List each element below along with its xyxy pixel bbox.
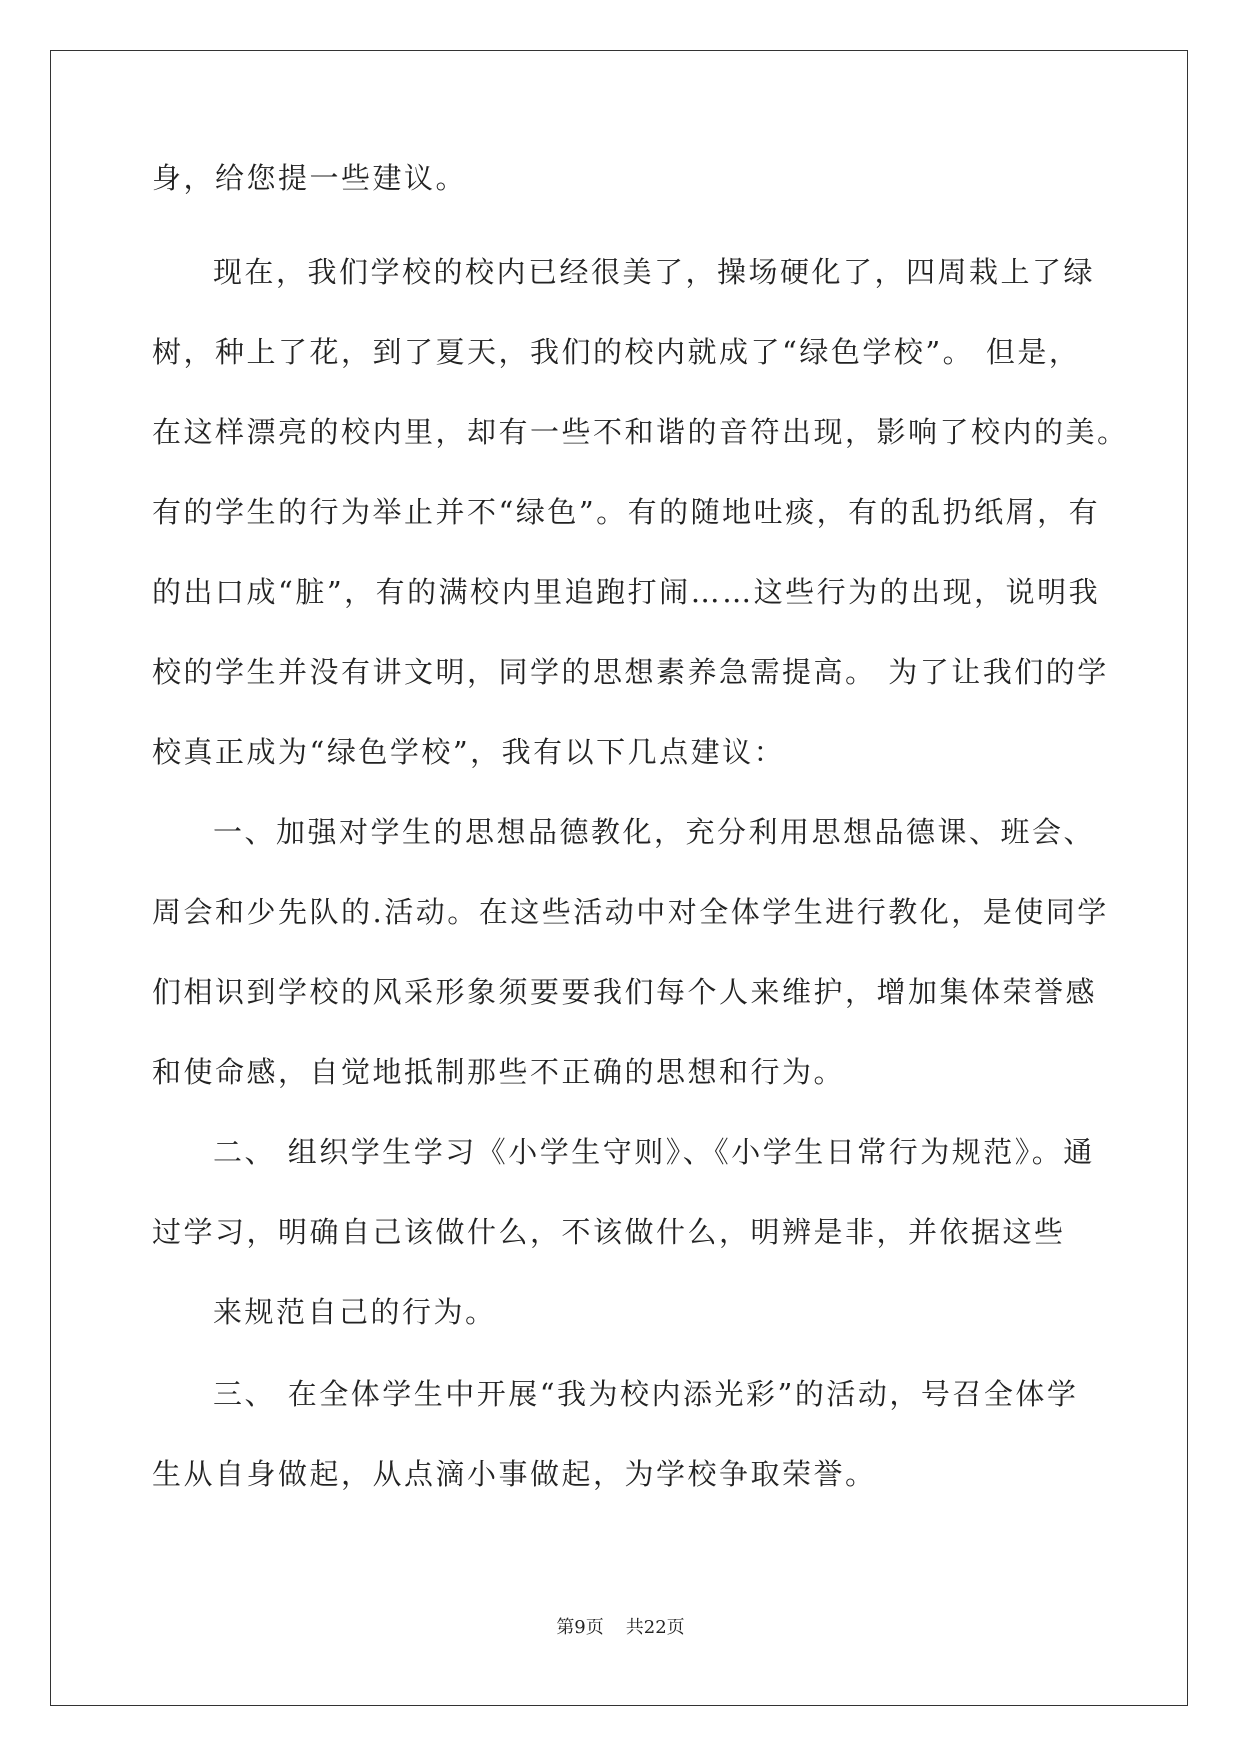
text-line: 生从自身做起，从点滴小事做起，为学校争取荣誉。 [152, 1457, 877, 1491]
paragraph-start-line: 现在，我们学校的校内已经很美了，操场硬化了，四周栽上了绿 [213, 255, 1096, 289]
text-line: 来规范自己的行为。 [213, 1295, 497, 1329]
text-line: 校真正成为“绿色学校”，我有以下几点建议： [152, 735, 786, 769]
page-number: 第9页 [556, 1617, 604, 1638]
text-line: 有的学生的行为举止并不“绿色”。有的随地吐痰，有的乱扔纸屑，有 [152, 495, 1101, 529]
text-line: 周会和少先队的.活动。在这些活动中对全体学生进行教化，是使同学 [152, 895, 1109, 929]
text-line: 树，种上了花，到了夏天，我们的校内就成了“绿色学校”。 但是， [152, 335, 1081, 369]
page-footer [0, 1616, 1241, 1640]
page-total: 共22页 [625, 1617, 685, 1638]
text-line: 身，给您提一些建议。 [152, 161, 468, 195]
text-line: 的出口成“脏”，有的满校内里追跑打闹……这些行为的出现，说明我 [152, 575, 1101, 609]
text-line: 校的学生并没有讲文明，同学的思想素养急需提高。 为了让我们的学 [152, 655, 1109, 689]
paragraph-start-line: 一、加强对学生的思想品德教化，充分利用思想品德课、班会、 [213, 815, 1096, 849]
text-line: 在这样漂亮的校内里，却有一些不和谐的音符出现，影响了校内的美。 [152, 415, 1129, 449]
paragraph-start-line: 二、 组织学生学习《小学生守则》、《小学生日常行为规范》。通 [213, 1135, 1095, 1169]
text-line: 和使命感，自觉地抵制那些不正确的思想和行为。 [152, 1055, 846, 1089]
text-line: 过学习，明确自己该做什么，不该做什么，明辨是非，并依据这些 [152, 1215, 1066, 1249]
text-line: 们相识到学校的风采形象须要要我们每个人来维护，增加集体荣誉感 [152, 975, 1098, 1009]
paragraph-start-line: 三、 在全体学生中开展“我为校内添光彩”的活动，号召全体学 [213, 1377, 1079, 1411]
